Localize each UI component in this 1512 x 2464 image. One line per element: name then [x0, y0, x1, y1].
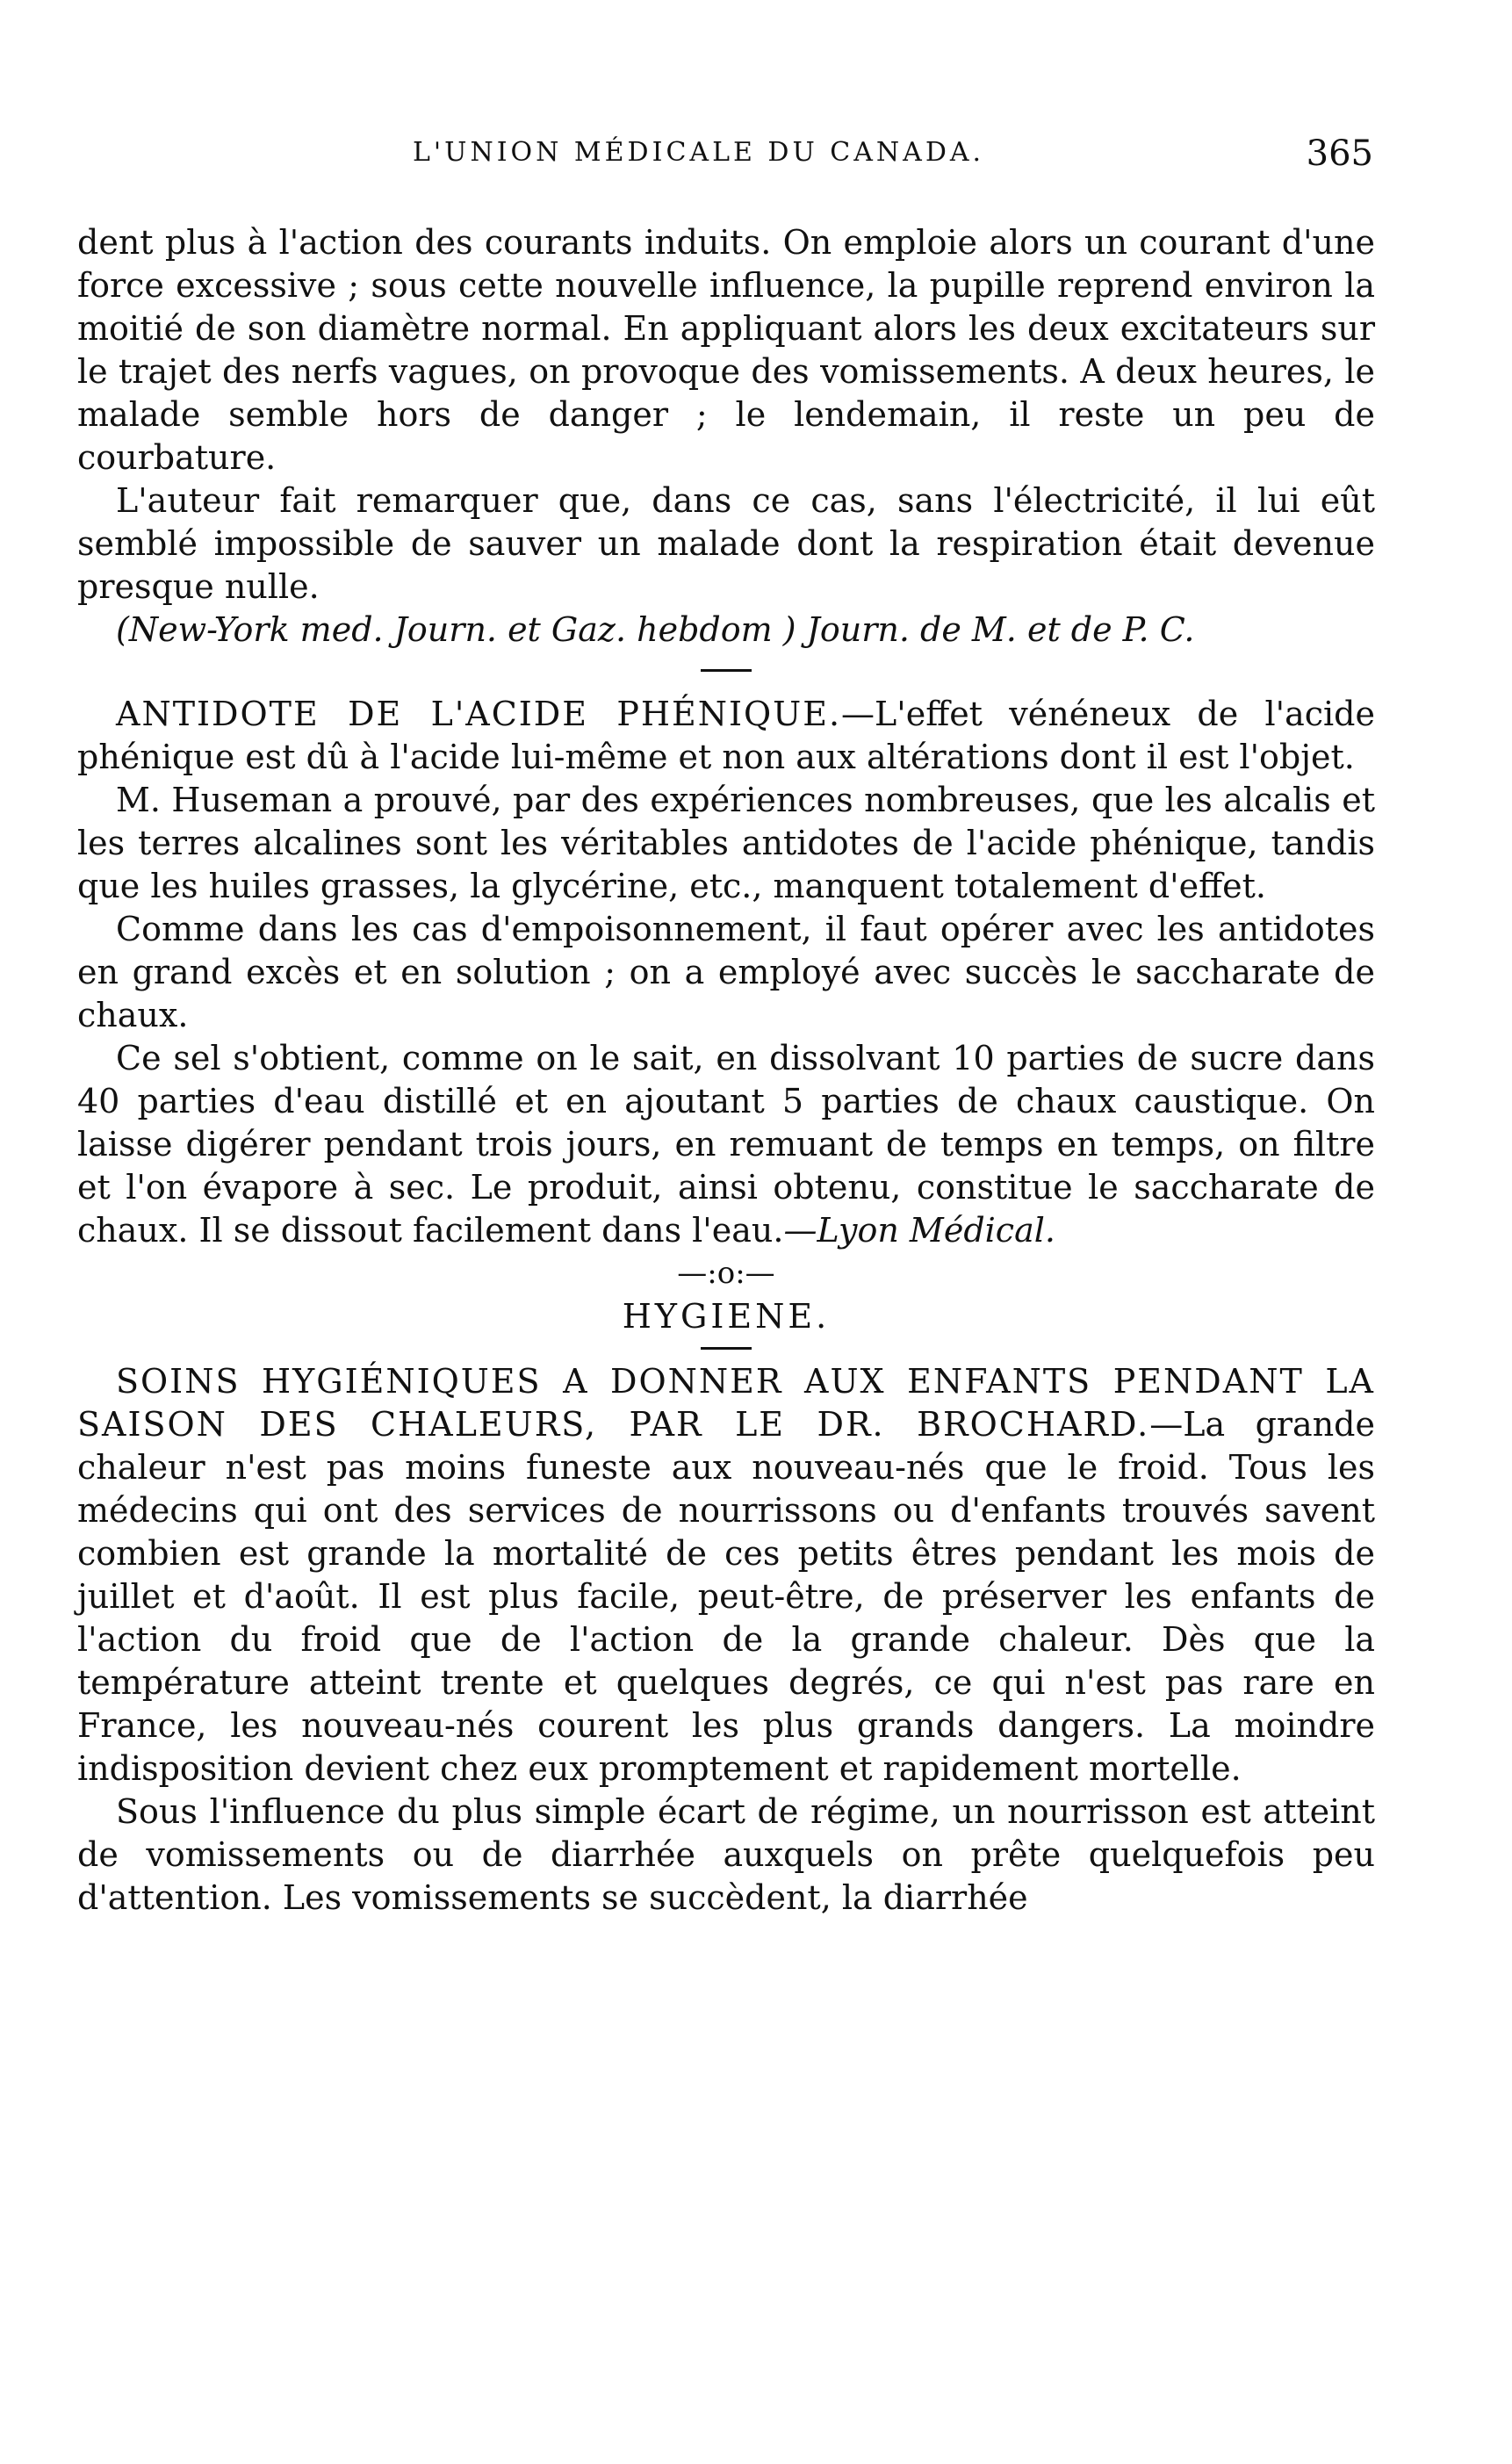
page-number: 365	[1306, 133, 1373, 174]
article2-p4-text: Ce sel s'obtient, comme on le sait, en dissolvant 10 parties de sucre dans 40 parties d'eau distillé et en ajoutant 5 parties de chaux caustique. On laisse digérer pendant trois jours, en remuant de temps en temps, on filtre et l'on évapore à sec. Le produit, ainsi obtenu, constitue le saccharate de chaux. Il se dissout facilement dans l'eau.	[77, 1039, 1375, 1250]
article3-p1-text: —La grande chaleur n'est pas moins funeste aux nouveau-nés que le froid. Tous les médecins qui ont des services de nourrissons ou d'enfants trouvés savent combien est grande la mortalité de ces petits êtres pendant les mois de juillet et d'août. Il est plus facile, peut-être, de préserver les enfants de l'action du froid que de l'action de la grande chaleur. Dès que la température atteint trente et quelques degrés, ce qui n'est pas rare en France, les nouveau-nés courent les plus grands dangers. La moindre indisposition devient chez eux promptement et rapidement mortelle.	[77, 1405, 1375, 1788]
heading-rule	[701, 1347, 752, 1350]
article2-paragraph-2: M. Huseman a prouvé, par des expériences nombreuses, que les alcalis et les terres alcalines sont les véritables antidotes de l'acide phénique, tandis que les huiles grasses, la glycérine, etc., manquent totalement d'effet.	[77, 781, 1375, 905]
article1-paragraph-2: L'auteur fait remarquer que, dans ce cas, sans l'électricité, il lui eût semblé impossible de sauver un malade dont la respiration était devenue presque nulle.	[77, 481, 1375, 606]
article1-paragraph-1: dent plus à l'action des courants induits. On emploie alors un courant d'une force excessive ; sous cette nouvelle influence, la pupille reprend environ la moitié de son diamètre normal. En appliquant alors les deux excitateurs sur le trajet des nerfs vagues, on provoque des vomissements. A deux heures, le malade semble hors de danger ; le lendemain, il reste un peu de courbature.	[77, 223, 1375, 477]
article1-source-text: (New-York med. Journ. et Gaz. hebdom ) Journ. de M. et de P. C.	[116, 610, 1195, 649]
section-rule	[701, 669, 752, 672]
article3-title: SOINS HYGIÉNIQUES A DONNER AUX ENFANTS PENDANT LA SAISON DES CHALEURS, PAR LE DR. BROCHARD.	[77, 1362, 1375, 1444]
article2-p4-source: —Lyon Médical.	[783, 1211, 1055, 1250]
page-header	[0, 133, 1512, 177]
body-text	[77, 221, 1375, 1920]
article3-paragraph-1	[77, 1360, 1375, 1790]
article2-paragraph-3: Comme dans les cas d'empoisonnement, il faut opérer avec les antidotes en grand excès et en solution ; on a employé avec succès le saccharate de chaux.	[77, 910, 1375, 1034]
article2-paragraph-4	[77, 1037, 1375, 1252]
article1-source	[77, 609, 1375, 652]
article2-title: ANTIDOTE DE L'ACIDE PHÉNIQUE.	[116, 695, 842, 733]
article3-paragraph-2: Sous l'influence du plus simple écart de régime, un nourrisson est atteint de vomissements ou de diarrhée auxquels on prête quelquefois peu d'attention. Les vomissements se succèdent, la diarrhée	[77, 1792, 1375, 1917]
article2-paragraph-1	[77, 693, 1375, 779]
article2-p1-text: —L'effet vénéneux de l'acide phénique est dû à l'acide lui-même et non aux altérations dont il est l'objet.	[77, 695, 1375, 776]
section-heading: HYGIENE.	[622, 1297, 831, 1336]
ornament-divider: —:o:—	[677, 1256, 775, 1291]
running-title: L'UNION MÉDICALE DU CANADA.	[413, 137, 985, 168]
